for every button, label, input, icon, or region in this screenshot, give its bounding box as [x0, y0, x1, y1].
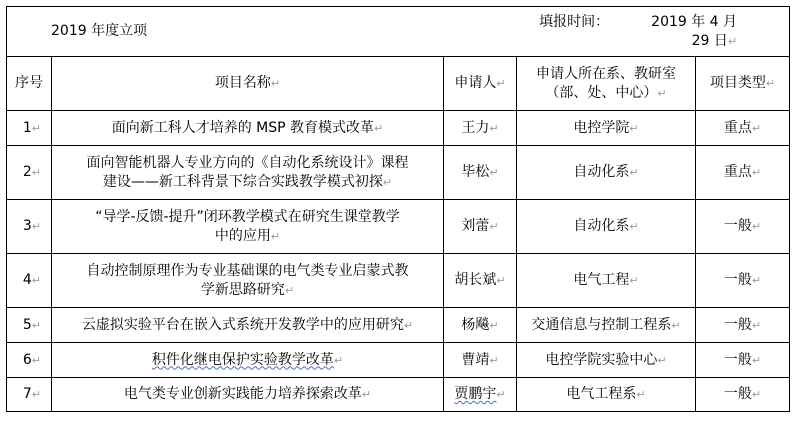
- row-index: 7↵: [7, 378, 52, 412]
- row-department: 自动化系↵: [517, 200, 696, 254]
- row-type: 一般↵: [696, 343, 790, 378]
- row-name: 云虚拟实验平台在嵌入式系统开发教学中的应用研究↵: [52, 308, 444, 343]
- row-type: 一般↵: [696, 378, 790, 412]
- header-department: 申请人所在系、教研室 （部、处、中心）↵: [517, 57, 696, 111]
- row-type: 一般↵: [696, 308, 790, 343]
- row-applicant: 刘蕾↵: [444, 200, 517, 254]
- header-type: 项目类型↵: [696, 57, 790, 111]
- table-row: [7, 343, 790, 378]
- row-department: 电气工程↵: [517, 254, 696, 308]
- table-row: [7, 254, 790, 308]
- project-year-cell: [7, 7, 517, 57]
- project-year: 2019 年度立项: [51, 23, 148, 39]
- header-name: 项目名称↵: [52, 57, 444, 111]
- row-department: 电控学院实验中心↵: [517, 343, 696, 378]
- row-applicant: 王力↵: [444, 111, 517, 146]
- row-name: 积件化继电保护实验教学改革↵: [52, 343, 444, 378]
- row-index: 5↵: [7, 308, 52, 343]
- header-row: [7, 57, 790, 111]
- row-type: 一般↵: [696, 200, 790, 254]
- paragraph-mark: ↵: [727, 34, 738, 48]
- row-name: 面向智能机器人专业方向的《自动化系统设计》课程 建设——新工科背景下综合实践教学模式初探↵: [52, 146, 444, 200]
- row-applicant: 杨飚↵: [444, 308, 517, 343]
- row-index: 1↵: [7, 111, 52, 146]
- document-sheet: [6, 6, 789, 418]
- table-row: [7, 308, 790, 343]
- row-index: 6↵: [7, 343, 52, 378]
- title-row: [7, 7, 790, 57]
- row-name: 自动控制原理作为专业基础课的电气类专业启蒙式教 学新思路研究↵: [52, 254, 444, 308]
- table-row: [7, 200, 790, 254]
- table-row: [7, 111, 790, 146]
- row-type: 重点↵: [696, 111, 790, 146]
- row-index: 2↵: [7, 146, 52, 200]
- row-department: 交通信息与控制工程系↵: [517, 308, 696, 343]
- row-applicant: 毕松↵: [444, 146, 517, 200]
- row-department: 电控学院↵: [517, 111, 696, 146]
- row-name: 面向新工科人才培养的 MSP 教育模式改革↵: [52, 111, 444, 146]
- row-type: 一般↵: [696, 254, 790, 308]
- fill-date-cell: [517, 7, 790, 57]
- row-index: 4↵: [7, 254, 52, 308]
- table-row: [7, 378, 790, 412]
- row-type: 重点↵: [696, 146, 790, 200]
- row-applicant: 胡长斌↵: [444, 254, 517, 308]
- row-index: 3↵: [7, 200, 52, 254]
- project-table: [6, 6, 790, 412]
- row-name: 电气类专业创新实践能力培养探索改革↵: [52, 378, 444, 412]
- header-index: 序号: [7, 57, 52, 111]
- row-applicant: 贾鹏宇↵: [444, 378, 517, 412]
- row-applicant: 曹靖↵: [444, 343, 517, 378]
- row-department: 电气工程系↵: [517, 378, 696, 412]
- header-applicant: 申请人↵: [444, 57, 517, 111]
- fill-label: 填报时间：: [539, 13, 610, 30]
- fill-date: 2019 年 4 月 29 日: [651, 13, 738, 49]
- table-row: [7, 146, 790, 200]
- row-name: “导学-反馈-提升”闭环教学模式在研究生课堂教学 中的应用↵: [52, 200, 444, 254]
- row-department: 自动化系↵: [517, 146, 696, 200]
